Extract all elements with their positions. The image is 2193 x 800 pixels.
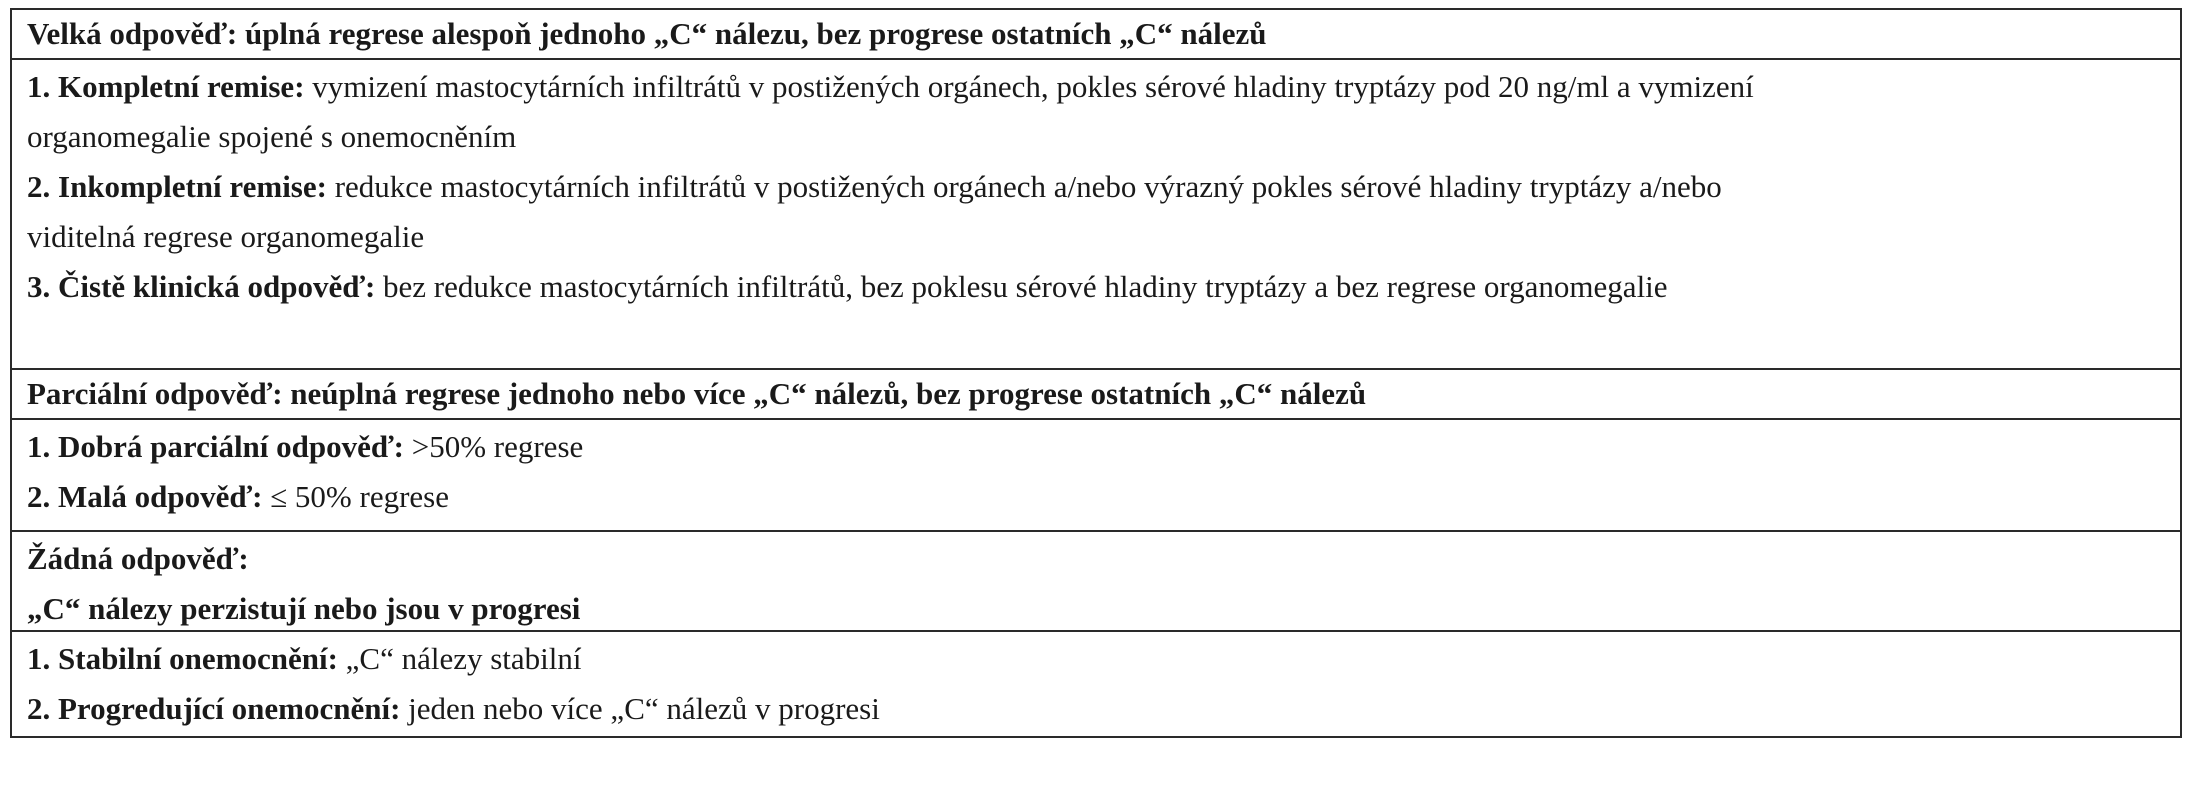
- progressive-disease-line: [27, 684, 2165, 734]
- major-response-header-row: [12, 10, 2180, 60]
- incomplete-remission-text-1: redukce mastocytárních infiltrátů v postižených orgánech a/nebo výrazný pokles sérové hladiny tryptázy a/nebo: [326, 169, 1722, 204]
- good-partial-response-line: [27, 422, 2165, 472]
- clinical-response-text: bez redukce mastocytárních infiltrátů, bez poklesu sérové hladiny tryptázy a bez regrese organomegalie: [375, 269, 1668, 304]
- clinical-response-label: 3. Čistě klinická odpověď:: [27, 269, 376, 304]
- no-response-header-line-1: Žádná odpověď:: [27, 541, 249, 576]
- no-response-header-row: [12, 532, 2180, 632]
- clinical-response-line: [27, 262, 2165, 312]
- incomplete-remission-line-1: [27, 162, 2165, 212]
- stable-disease-line: [27, 634, 2165, 684]
- incomplete-remission-line-2: viditelná regrese organomegalie: [27, 219, 425, 254]
- major-response-body-row: [12, 60, 2180, 370]
- partial-response-header-row: [12, 370, 2180, 420]
- stable-disease-text: „C“ nálezy stabilní: [337, 641, 582, 676]
- no-response-header-line-2: „C“ nálezy perzistují nebo jsou v progresi: [27, 591, 581, 626]
- good-partial-response-text: >50% regrese: [403, 429, 584, 464]
- progressive-disease-label: 2. Progredující onemocnění:: [27, 691, 401, 726]
- major-response-header: Velká odpověď: úplná regrese alespoň jednoho „C“ nálezu, bez progrese ostatních „C“ nálezů: [27, 16, 1267, 51]
- partial-response-body-row: [12, 420, 2180, 532]
- complete-remission-line-1: [27, 62, 2165, 112]
- partial-response-header: Parciální odpověď: neúplná regrese jednoho nebo více „C“ nálezů, bez progrese ostatních „C“ nálezů: [27, 376, 1367, 411]
- complete-remission-line-2: organomegalie spojené s onemocněním: [27, 119, 517, 154]
- minor-response-line: [27, 472, 2165, 522]
- complete-remission-text-1: vymizení mastocytárních infiltrátů v postižených orgánech, pokles sérové hladiny tryptázy pod 20 ng/ml a vymizení: [304, 69, 1754, 104]
- stable-disease-label: 1. Stabilní onemocnění:: [27, 641, 338, 676]
- no-response-body-row: [12, 632, 2180, 736]
- minor-response-label: 2. Malá odpověď:: [27, 479, 263, 514]
- minor-response-text: ≤ 50% regrese: [262, 479, 449, 514]
- response-criteria-table: [10, 8, 2182, 738]
- incomplete-remission-label: 2. Inkompletní remise:: [27, 169, 327, 204]
- complete-remission-label: 1. Kompletní remise:: [27, 69, 305, 104]
- good-partial-response-label: 1. Dobrá parciální odpověď:: [27, 429, 404, 464]
- progressive-disease-text: jeden nebo více „C“ nálezů v progresi: [400, 691, 880, 726]
